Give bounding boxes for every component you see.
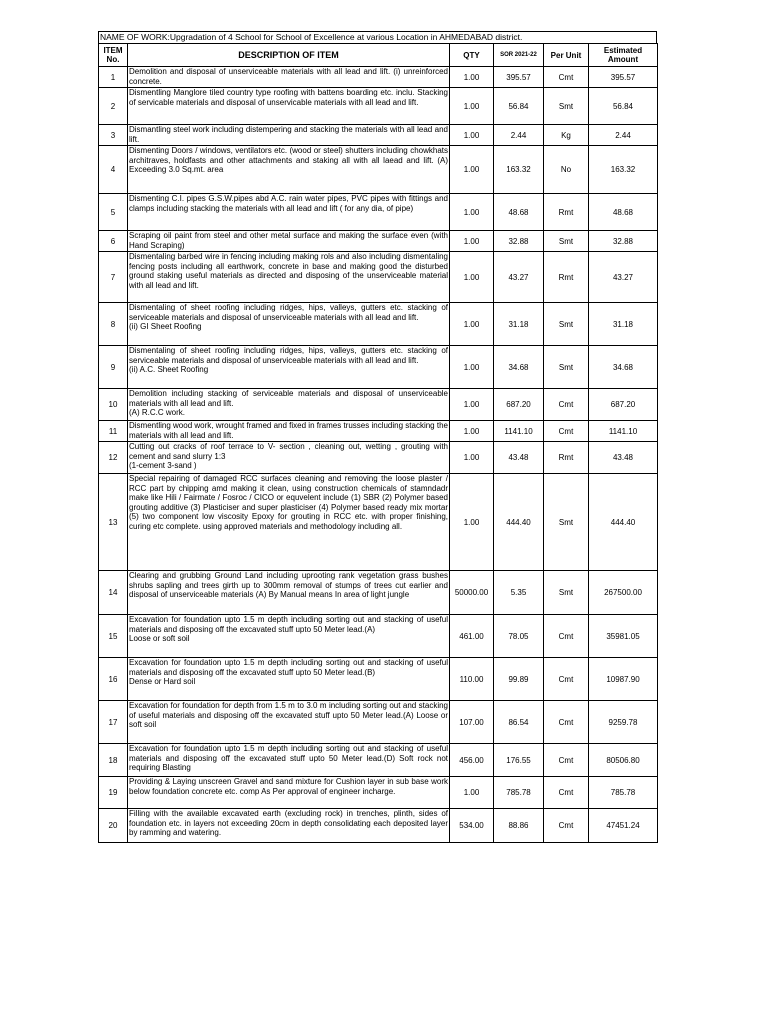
description-cell: [128, 252, 450, 303]
header-qty: QTY: [450, 44, 494, 67]
item-no-cell: 13: [99, 474, 128, 571]
description-line: Dismentling wood work, wrought framed and fixed in frames trusses including stacking the materials with all lead and lift.: [129, 421, 448, 440]
qty-cell: 1.00: [450, 474, 494, 571]
amount-cell: 785.78: [589, 777, 658, 809]
description-cell: [128, 421, 450, 442]
description-cell: [128, 744, 450, 777]
qty-cell: 1.00: [450, 442, 494, 474]
estimate-table: [98, 43, 658, 843]
amount-cell: 31.18: [589, 303, 658, 346]
item-no-cell: 6: [99, 231, 128, 252]
amount-cell: 80506.80: [589, 744, 658, 777]
table-row: [99, 88, 658, 125]
item-no-cell: 11: [99, 421, 128, 442]
description-line: Excavation for foundation upto 1.5 m depth including sorting out and stacking of useful materials and disposing off the excavated stuff upto 50 Meter lead.(D) Soft rock not requiring Blasting: [129, 744, 448, 772]
description-cell: [128, 474, 450, 571]
sor-cell: 31.18: [494, 303, 544, 346]
description-cell: [128, 777, 450, 809]
description-line: Dismentaling of sheet roofing including ridges, hips, valleys, gutters etc. stacking of serviceable materials and disposal of unserviceable materials with all lead and lift.: [129, 303, 448, 322]
item-no-cell: 7: [99, 252, 128, 303]
header-amount: Estimated Amount: [589, 44, 658, 67]
table-row: [99, 194, 658, 231]
sor-cell: 86.54: [494, 701, 544, 744]
table-row: [99, 658, 658, 701]
sor-cell: 176.55: [494, 744, 544, 777]
item-no-cell: 17: [99, 701, 128, 744]
description-line: Loose or soft soil: [129, 634, 190, 643]
qty-cell: 110.00: [450, 658, 494, 701]
sor-cell: 43.48: [494, 442, 544, 474]
unit-cell: Cmt: [544, 701, 589, 744]
item-no-cell: 16: [99, 658, 128, 701]
unit-cell: Cmt: [544, 67, 589, 88]
amount-cell: 10987.90: [589, 658, 658, 701]
sor-cell: 32.88: [494, 231, 544, 252]
unit-cell: Rmt: [544, 442, 589, 474]
sor-cell: 1141.10: [494, 421, 544, 442]
qty-cell: 1.00: [450, 146, 494, 194]
description-line: Cutting out cracks of roof terrace to V- section , cleaning out, wetting , grouting with cement and sand slurry 1:3: [129, 442, 448, 461]
header-sor: SOR 2021-22: [494, 44, 544, 67]
qty-cell: 1.00: [450, 67, 494, 88]
description-line: Excavation for foundation for depth from 1.5 m to 3.0 m including sorting out and stacking of useful materials and disposing off the excavated stuff upto 50 Meter lead.(A) Loose or soft soil: [129, 701, 448, 729]
qty-cell: 1.00: [450, 125, 494, 146]
description-cell: [128, 88, 450, 125]
description-cell: [128, 125, 450, 146]
unit-cell: Cmt: [544, 421, 589, 442]
qty-cell: 1.00: [450, 389, 494, 421]
sor-cell: 687.20: [494, 389, 544, 421]
unit-cell: Smt: [544, 474, 589, 571]
description-cell: [128, 67, 450, 88]
item-no-cell: 12: [99, 442, 128, 474]
table-row: [99, 442, 658, 474]
amount-cell: 32.88: [589, 231, 658, 252]
header-item-no: ITEM No.: [99, 44, 128, 67]
description-line: Demolition and disposal of unserviceable materials with all lead and lift. (i) unreinforced concrete.: [129, 67, 448, 86]
description-line: Dismenting C.I. pipes G.S.W.pipes abd A.C. rain water pipes, PVC pipes with fittings and clamps including stacking the materials with all lead and lift ( for any dia, of pipe): [129, 194, 448, 213]
unit-cell: Rmt: [544, 194, 589, 231]
description-line: Dense or Hard soil: [129, 677, 196, 686]
qty-cell: 50000.00: [450, 571, 494, 615]
qty-cell: 534.00: [450, 809, 494, 843]
qty-cell: 1.00: [450, 777, 494, 809]
description-cell: [128, 809, 450, 843]
item-no-cell: 3: [99, 125, 128, 146]
qty-cell: 1.00: [450, 88, 494, 125]
estimate-sheet: [98, 31, 657, 843]
description-line: Dismentaling barbed wire in fencing including making rols and also including dismentaling fencing posts including all earthwork, concrete in base and making good the disturbed ground staking useful materials as directed and disposing of the unserviceable material with all lead and lift.: [129, 252, 448, 290]
description-line: Filling with the available excavated earth (excluding rock) in trenches, plinth, sides of foundation etc. in layers not exceeding 20cm in depth consolidating each deposited layer by ramming and watering.: [129, 809, 448, 837]
description-line: Dismentling Manglore tiled country type roofing with battens boarding etc. inclu. Stacking of servicable materials and disposal of unservicable materials with all lead and lift.: [129, 88, 448, 107]
qty-cell: 1.00: [450, 346, 494, 389]
item-no-cell: 10: [99, 389, 128, 421]
header-per-unit: Per Unit: [544, 44, 589, 67]
header-row: [99, 44, 658, 67]
table-row: [99, 67, 658, 88]
item-no-cell: 19: [99, 777, 128, 809]
table-row: [99, 125, 658, 146]
description-line: Demolition including stacking of serviceable materials and disposal of unserviceable materials with all lead and lift.: [129, 389, 448, 408]
unit-cell: Cmt: [544, 809, 589, 843]
item-no-cell: 1: [99, 67, 128, 88]
description-line: Scraping oil paint from steel and other metal surface and making the surface even (with Hand Scraping): [129, 231, 448, 250]
description-line: Excavation for foundation upto 1.5 m depth including sorting out and stacking of useful materials and disposing off the excavated stuff upto 50 Meter lead.(B): [129, 658, 448, 677]
sor-cell: 78.05: [494, 615, 544, 658]
unit-cell: Smt: [544, 88, 589, 125]
table-row: [99, 474, 658, 571]
sor-cell: 48.68: [494, 194, 544, 231]
table-row: [99, 701, 658, 744]
amount-cell: 687.20: [589, 389, 658, 421]
amount-cell: 35981.05: [589, 615, 658, 658]
qty-cell: 1.00: [450, 421, 494, 442]
sor-cell: 56.84: [494, 88, 544, 125]
qty-cell: 461.00: [450, 615, 494, 658]
unit-cell: Cmt: [544, 615, 589, 658]
description-line: (ii) A.C. Sheet Roofing: [129, 365, 209, 374]
description-cell: [128, 571, 450, 615]
amount-cell: 2.44: [589, 125, 658, 146]
item-no-cell: 15: [99, 615, 128, 658]
table-row: [99, 809, 658, 843]
table-row: [99, 571, 658, 615]
amount-cell: 43.27: [589, 252, 658, 303]
sor-cell: 99.89: [494, 658, 544, 701]
description-cell: [128, 658, 450, 701]
description-line: (1-cement 3-sand ): [129, 461, 197, 470]
unit-cell: Cmt: [544, 744, 589, 777]
qty-cell: 456.00: [450, 744, 494, 777]
item-no-cell: 20: [99, 809, 128, 843]
unit-cell: Cmt: [544, 777, 589, 809]
description-cell: [128, 194, 450, 231]
sor-cell: 785.78: [494, 777, 544, 809]
sor-cell: 444.40: [494, 474, 544, 571]
description-cell: [128, 389, 450, 421]
sor-cell: 395.57: [494, 67, 544, 88]
description-line: (ii) GI Sheet Roofing: [129, 322, 202, 331]
item-no-cell: 14: [99, 571, 128, 615]
description-line: Special repairing of damaged RCC surfaces cleaning and removing the loose plaster / RCC part by chipping amd making it clean, using construction chemicals of stamndadr make like Hili / Fairmate / Fosroc / CICO or equvelent include (1) SBR (2) Polymer based grouting additive (3) Plasticiser and super plasticiser (4) Polymer based ready mix mortar (5) two component low viscosity Epoxy for grouting in RCC etc. with proper finishing, curing etc complete. using approved materials and methodology including all.: [129, 474, 448, 531]
amount-cell: 48.68: [589, 194, 658, 231]
amount-cell: 34.68: [589, 346, 658, 389]
table-row: [99, 252, 658, 303]
amount-cell: 267500.00: [589, 571, 658, 615]
work-title: NAME OF WORK:Upgradation of 4 School for School of Excellence at various Location in AHMEDABAD district.: [98, 31, 657, 43]
unit-cell: Cmt: [544, 389, 589, 421]
description-line: Dismantling steel work including distempering and stacking the materials with all lead and lift.: [129, 125, 448, 144]
sor-cell: 88.86: [494, 809, 544, 843]
description-cell: [128, 231, 450, 252]
amount-cell: 1141.10: [589, 421, 658, 442]
unit-cell: Smt: [544, 303, 589, 346]
sor-cell: 2.44: [494, 125, 544, 146]
unit-cell: Rmt: [544, 252, 589, 303]
item-no-cell: 9: [99, 346, 128, 389]
amount-cell: 444.40: [589, 474, 658, 571]
item-no-cell: 18: [99, 744, 128, 777]
qty-cell: 107.00: [450, 701, 494, 744]
sor-cell: 43.27: [494, 252, 544, 303]
item-no-cell: 8: [99, 303, 128, 346]
amount-cell: 56.84: [589, 88, 658, 125]
description-cell: [128, 701, 450, 744]
qty-cell: 1.00: [450, 303, 494, 346]
table-row: [99, 615, 658, 658]
unit-cell: Smt: [544, 231, 589, 252]
description-cell: [128, 146, 450, 194]
item-no-cell: 5: [99, 194, 128, 231]
amount-cell: 163.32: [589, 146, 658, 194]
amount-cell: 9259.78: [589, 701, 658, 744]
amount-cell: 43.48: [589, 442, 658, 474]
description-line: Excavation for foundation upto 1.5 m depth including sorting out and stacking of useful materials and disposing off the excavated stuff upto 50 Meter lead.(A): [129, 615, 448, 634]
table-row: [99, 303, 658, 346]
unit-cell: Cmt: [544, 658, 589, 701]
item-no-cell: 2: [99, 88, 128, 125]
unit-cell: No: [544, 146, 589, 194]
unit-cell: Smt: [544, 571, 589, 615]
amount-cell: 47451.24: [589, 809, 658, 843]
description-line: Providing & Laying unscreen Gravel and sand mixture for Cushion layer in sub base work below foundation concrete etc. comp As Per approval of engineer incharge.: [129, 777, 448, 796]
description-cell: [128, 303, 450, 346]
qty-cell: 1.00: [450, 231, 494, 252]
unit-cell: Smt: [544, 346, 589, 389]
header-description: DESCRIPTION OF ITEM: [128, 44, 450, 67]
description-line: Dismentaling of sheet roofing including ridges, hips, valleys, gutters etc. stacking of serviceable materials and disposal of unserviceable materials with all lead and lift.: [129, 346, 448, 365]
description-line: Clearing and grubbing Ground Land including uprooting rank vegetation grass bushes shrubs sapling and trees girth up to 300mm removal of stumps of trees cut earlier and disposal of unserviceable materials (A) By Manual means In area of light jungle: [129, 571, 448, 599]
description-line: (A) R.C.C work.: [129, 408, 185, 417]
table-row: [99, 744, 658, 777]
table-row: [99, 346, 658, 389]
table-row: [99, 389, 658, 421]
table-row: [99, 231, 658, 252]
qty-cell: 1.00: [450, 252, 494, 303]
unit-cell: Kg: [544, 125, 589, 146]
table-row: [99, 146, 658, 194]
table-row: [99, 421, 658, 442]
amount-cell: 395.57: [589, 67, 658, 88]
description-line: Dismenting Doors / windows, ventilators etc. (wood or steel) shutters including chowkhats architraves, holdfasts and other attachments and staking all with all laead and lift. (A) Exceeding 3.0 Sq.mt. area: [129, 146, 448, 174]
sor-cell: 163.32: [494, 146, 544, 194]
description-cell: [128, 615, 450, 658]
qty-cell: 1.00: [450, 194, 494, 231]
description-cell: [128, 442, 450, 474]
sor-cell: 5.35: [494, 571, 544, 615]
sor-cell: 34.68: [494, 346, 544, 389]
table-row: [99, 777, 658, 809]
item-no-cell: 4: [99, 146, 128, 194]
description-cell: [128, 346, 450, 389]
